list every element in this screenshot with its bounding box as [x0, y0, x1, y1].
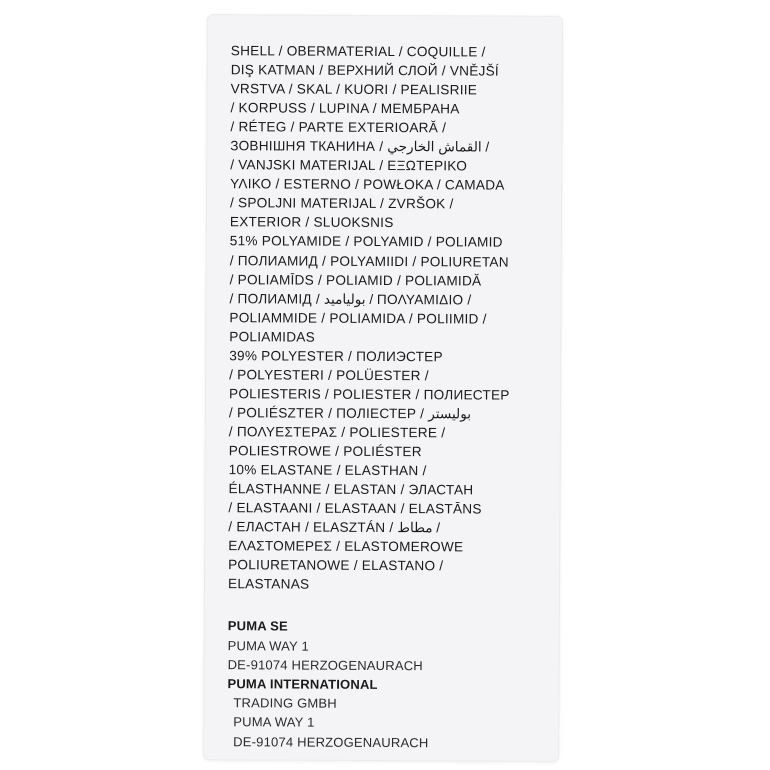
address-line: PUMA WAY 1: [227, 637, 309, 654]
composition-line: / POLIAMĪDS / POLIAMID / POLIAMIDĂ: [229, 271, 482, 289]
composition-line: / ПОЛИАМИД / POLYAMIIDI / POLIURETAN: [229, 252, 509, 270]
address-line: TRADING GMBH: [233, 695, 337, 711]
composition-line: POLIESTROWE / POLIÉSTER: [228, 443, 422, 460]
composition-line: / ΠΟΛΥΕΣΤΕΡΑΣ / POLIESTERE /: [228, 424, 446, 441]
composition-line: EXTERIOR / SLUOKSNIS: [229, 214, 394, 231]
composition-line: ÉLASTHANNE / ELASTAN / ЭЛАСТАН: [228, 481, 474, 498]
composition-line: DIŞ KATMAN / ВЕРХНИЙ СЛОЙ / VNĚJŠÍ: [230, 62, 500, 79]
composition-line: / POLYESTERI / POLÜESTER /: [229, 366, 429, 384]
composition-line: POLIAMIDAS: [229, 328, 315, 345]
composition-line: / VANJSKI MATERIJAL / ΕΞΩΤΕΡΙΚΟ: [230, 157, 468, 174]
composition-line: / RÉTEG / PARTE EXTERIOARĂ /: [230, 119, 447, 136]
manufacturer-address-block: [227, 617, 559, 753]
composition-line: ЗОВНІШНЯ ТКАНИНА / القماش الخارجي /: [230, 138, 490, 155]
care-label-tag: [204, 15, 562, 761]
composition-line: ELASTANAS: [227, 576, 310, 592]
composition-line: / SPOLJNI MATERIJAL / ZVRŠOK /: [229, 195, 454, 212]
address-line: DE-91074 HERZOGENAURACH: [233, 733, 429, 750]
company-name-line: PUMA INTERNATIONAL: [227, 676, 378, 692]
address-line: PUMA WAY 1: [233, 714, 315, 731]
composition-line: / POLIÉSZTER / ПОЛІЕСТЕР / بوليستر: [228, 405, 472, 422]
composition-line: POLIESTERIS / POLIESTER / ПОЛИЕСТЕР: [228, 386, 510, 403]
composition-line: / ELASTAANI / ELASTAAN / ELASTĀNS: [228, 500, 482, 517]
composition-line: POLIAMMIDE / POLIAMIDA / POLIIMID /: [229, 309, 487, 327]
composition-line: 51% POLYAMIDE / POLYAMID / POLIAMID: [229, 233, 503, 251]
company-name-line: PUMA SE: [227, 618, 288, 634]
composition-line: VRSTVA / SKAL / KUORI / PEALISRIIE: [230, 81, 478, 98]
composition-line: 39% POLYESTER / ПОЛИЭСТЕР: [229, 347, 443, 365]
composition-line: POLIURETANOWE / ELASTANO /: [228, 557, 444, 574]
composition-text-block: [228, 41, 562, 595]
composition-line: / ЕЛАСТАН / ELASZTÁN / مطاط /: [228, 519, 441, 536]
composition-line: ΥΛΙΚΟ / ESTERNO / POWŁOKA / CAMADA: [230, 176, 505, 193]
composition-line: / ПОЛИАМІД / بولياميد / ΠΟΛΥΑΜΙΔΙΟ /: [229, 290, 472, 308]
address-line: DE-91074 HERZOGENAURACH: [227, 656, 423, 673]
composition-line: ΕΛΑΣΤΟΜΕΡΕΣ / ELASTOMEROWE: [228, 538, 464, 555]
composition-line: 10% ELASTANE / ELASTHAN /: [228, 462, 427, 479]
composition-line: / KORPUSS / LUPINA / МЕМБРАНА: [230, 100, 460, 117]
composition-line: SHELL / OBERMATERIAL / COQUILLE /: [230, 43, 486, 60]
